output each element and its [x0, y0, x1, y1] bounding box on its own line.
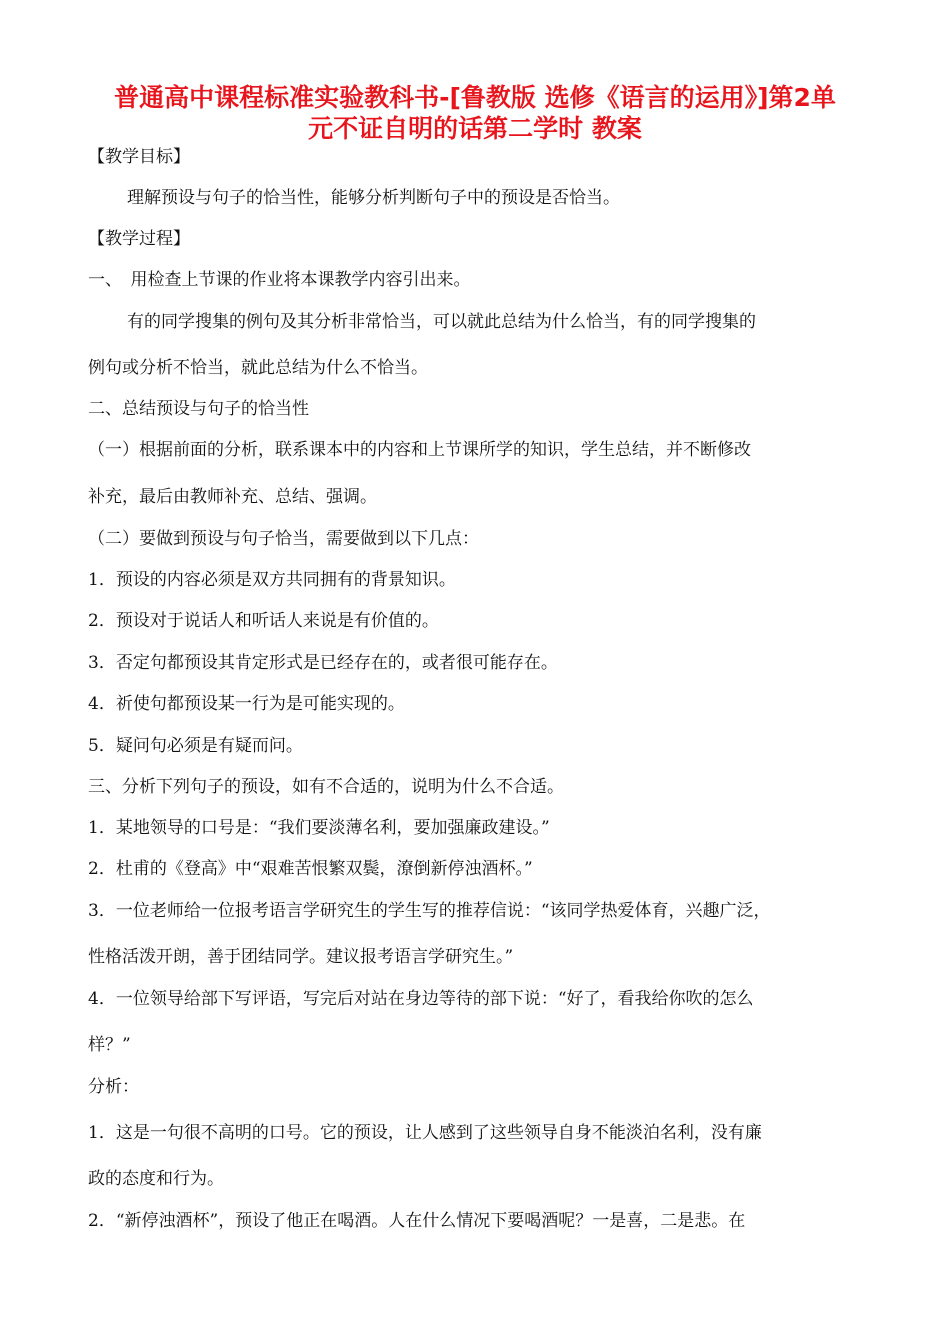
subsection-heading: （二）要做到预设与句子恰当，需要做到以下几点： [88, 529, 479, 549]
list-item: 1．预设的内容必须是双方共同拥有的背景知识。 [88, 570, 456, 590]
document-title-line-2: 元不证自明的话第二学时 教案 [308, 114, 642, 143]
list-item: 2．预设对于说话人和听话人来说是有价值的。 [88, 611, 439, 631]
analysis-heading: 分析： [88, 1077, 139, 1097]
list-item: 1．某地领导的口号是：“我们要淡薄名利，要加强廉政建设。” [88, 818, 550, 838]
list-item: 4．祈使句都预设某一行为是可能实现的。 [88, 694, 405, 714]
list-item: 2．“新停浊酒杯”，预设了他正在喝酒。人在什么情况下要喝酒呢？一是喜，二是悲。在 [88, 1211, 746, 1231]
list-item: 4．一位领导给部下写评语，写完后对站在身边等待的部下说：“好了，看我给你吹的怎么 [88, 989, 754, 1009]
paragraph-line: 例句或分析不恰当，就此总结为什么不恰当。 [88, 358, 428, 378]
section-heading-process: 【教学过程】 [88, 229, 190, 249]
paragraph-objective: 理解预设与句子的恰当性，能够分析判断句子中的预设是否恰当。 [127, 188, 620, 208]
step-two-heading: 二、总结预设与句子的恰当性 [88, 399, 309, 419]
list-item: 5．疑问句必须是有疑而问。 [88, 736, 303, 756]
paragraph-line: 有的同学搜集的例句及其分析非常恰当，可以就此总结为什么恰当，有的同学搜集的 [127, 312, 756, 332]
list-item: 3．否定句都预设其肯定形式是已经存在的，或者很可能存在。 [88, 653, 558, 673]
section-heading-objectives: 【教学目标】 [88, 147, 190, 167]
list-item: 2．杜甫的《登高》中“艰难苦恨繁双鬓，潦倒新停浊酒杯。” [88, 859, 533, 879]
list-item: 3．一位老师给一位报考语言学研究生的学生写的推荐信说：“该同学热爱体育，兴趣广泛， [88, 901, 771, 921]
paragraph-line: 样？” [88, 1035, 131, 1055]
paragraph-line: 性格活泼开朗，善于团结同学。建议报考语言学研究生。” [88, 947, 514, 967]
step-one-heading: 一、 用检查上节课的作业将本课教学内容引出来。 [88, 270, 471, 290]
list-item: 1．这是一句很不高明的口号。它的预设，让人感到了这些领导自身不能淡泊名利，没有廉 [88, 1123, 762, 1143]
paragraph-line: （一）根据前面的分析，联系课本中的内容和上节课所学的知识，学生总结，并不断修改 [88, 440, 751, 460]
paragraph-line: 补充，最后由教师补充、总结、强调。 [88, 487, 377, 507]
step-three-heading: 三、分析下列句子的预设，如有不合适的，说明为什么不合适。 [88, 777, 564, 797]
paragraph-line: 政的态度和行为。 [88, 1169, 224, 1189]
document-title-line-1: 普通高中课程标准实验教科书-[鲁教版 选修《语言的运用》]第2单 [114, 83, 836, 112]
